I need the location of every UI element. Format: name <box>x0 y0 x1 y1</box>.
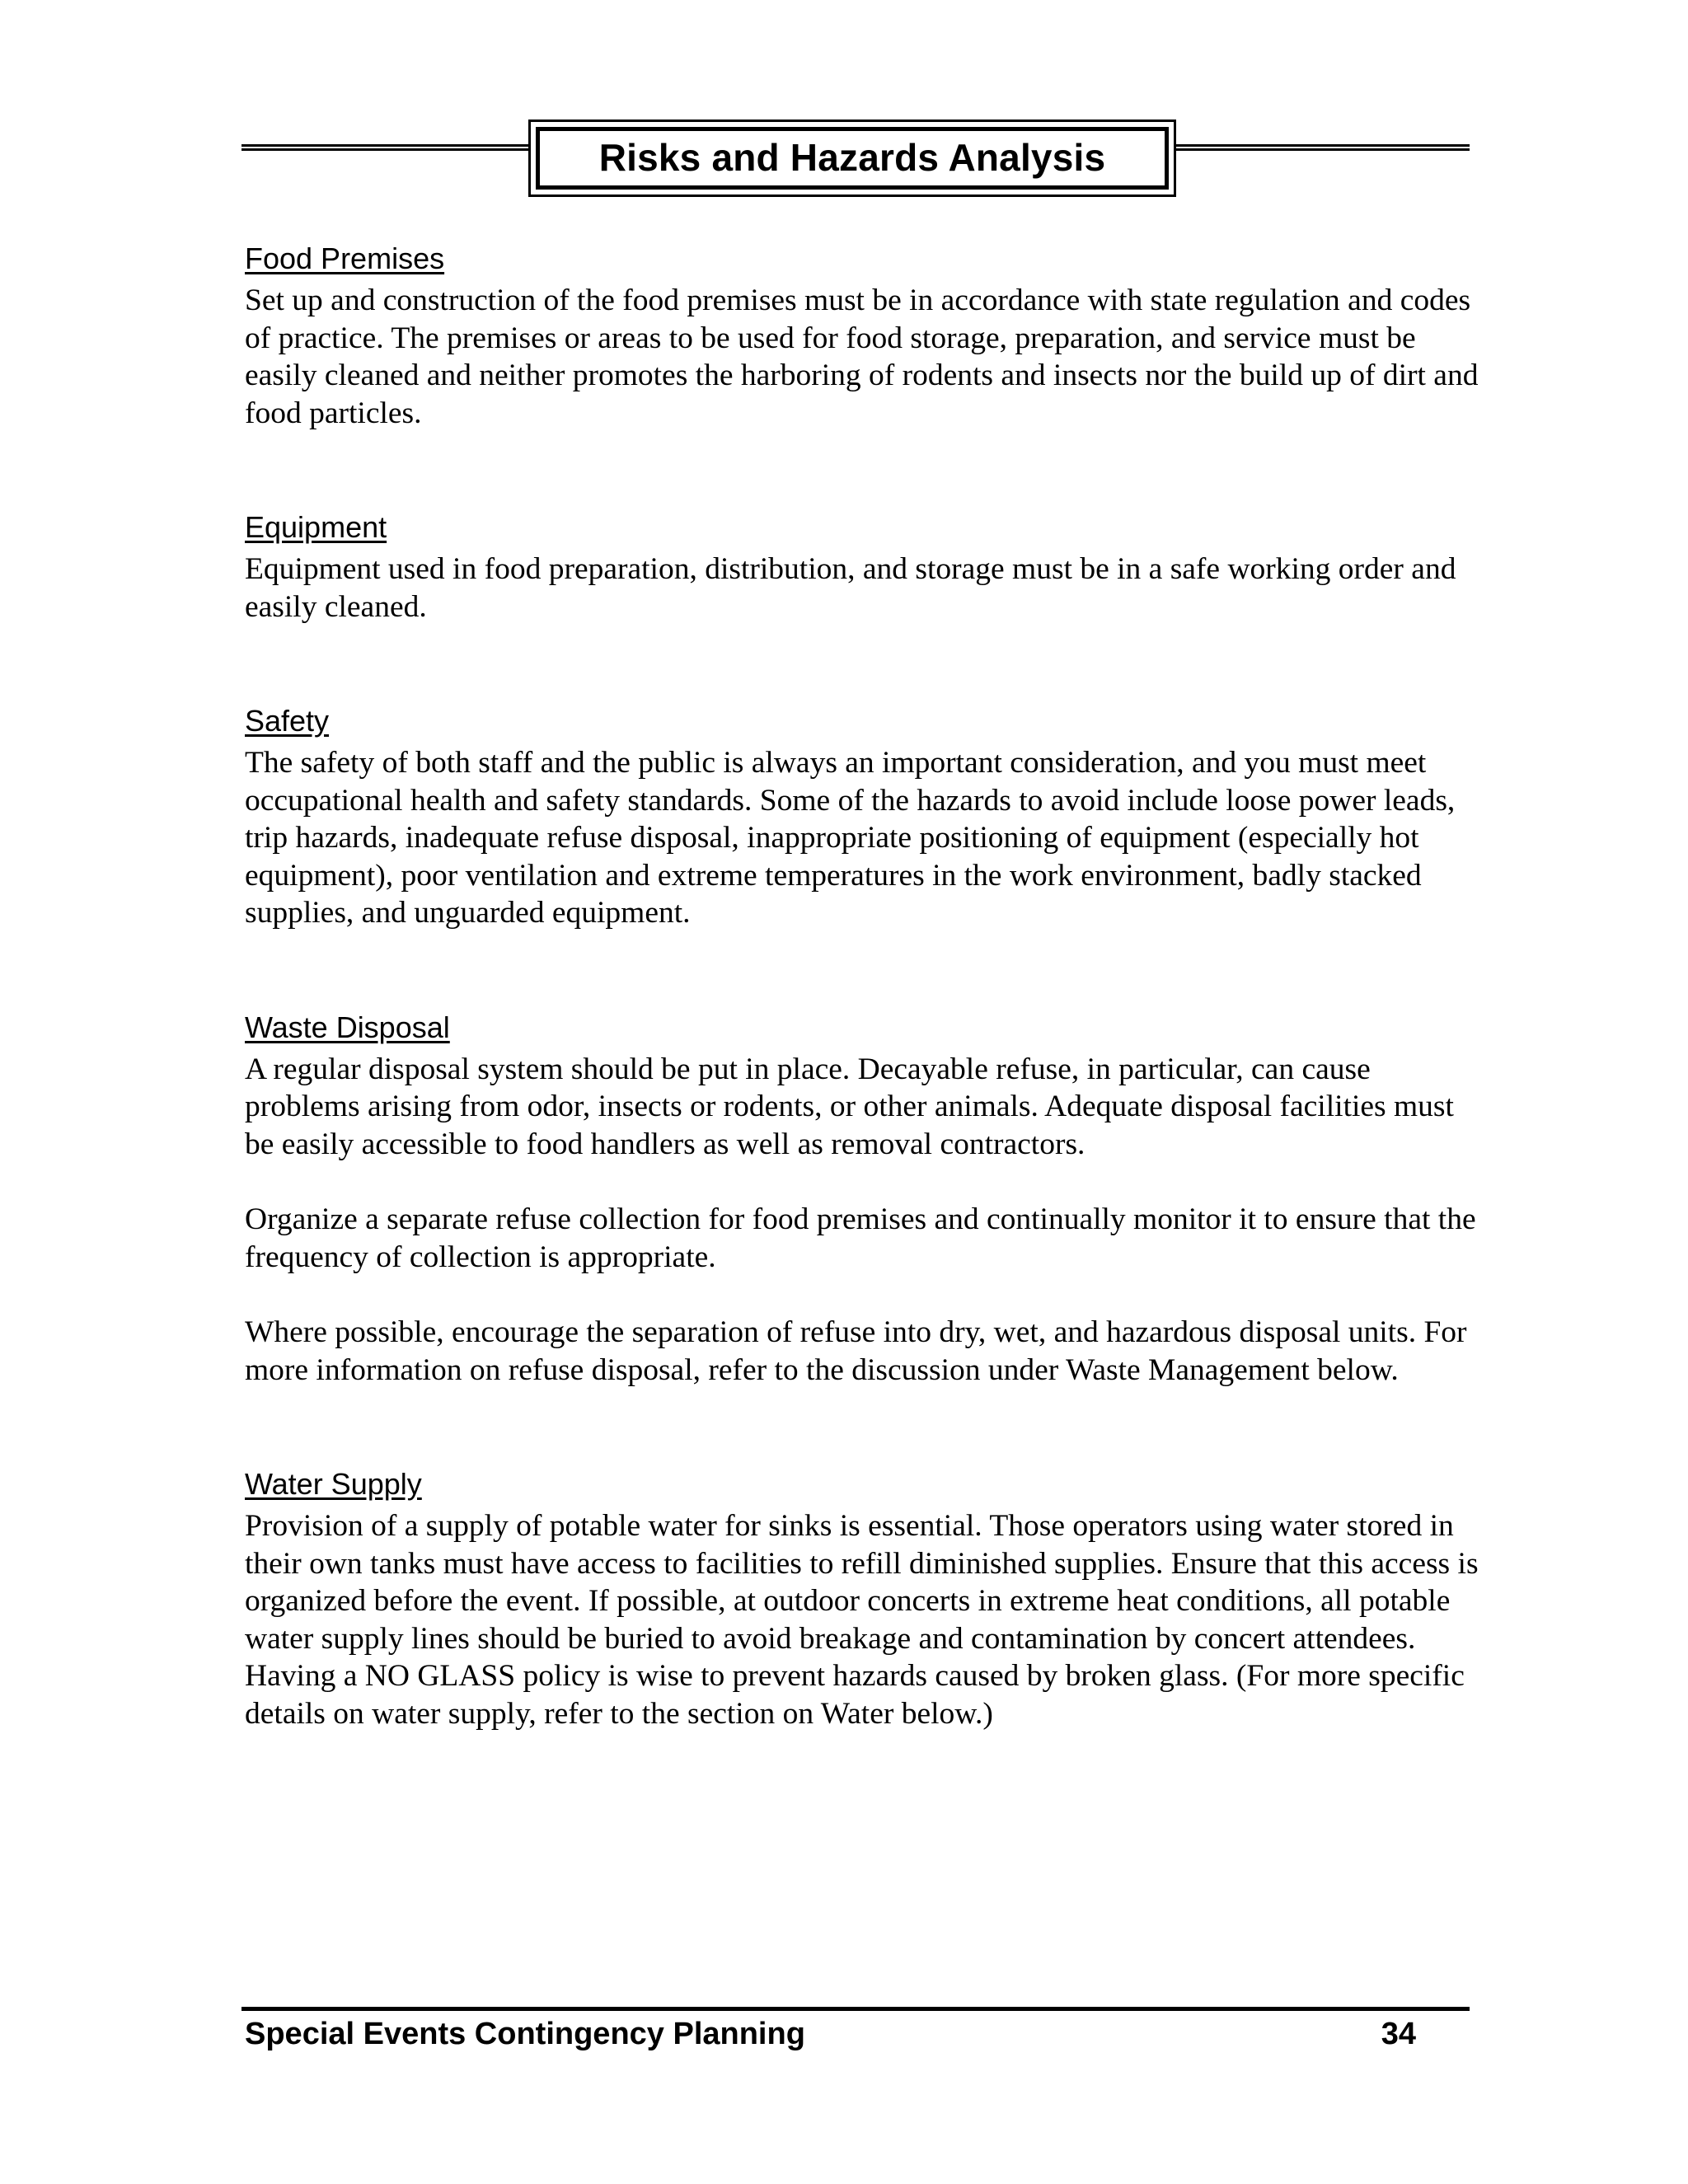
section-safety <box>245 700 1481 932</box>
title-box <box>528 120 1176 197</box>
paragraph: Set up and construction of the food premises must be in accordance with state regulation and codes of practice. The premises or areas to be used for food storage, preparation, and service must be easily cleaned and neither promotes the harboring of rodents and insects nor the build up of dirt and food particles. <box>245 284 1479 430</box>
section-waste-disposal <box>245 1006 1481 1390</box>
section-heading: Equipment <box>245 510 387 544</box>
section-heading: Waste Disposal <box>245 1010 450 1044</box>
header-rule-left <box>241 144 530 151</box>
page-number: 34 <box>1381 2017 1416 2051</box>
section-heading: Water Supply <box>245 1467 422 1501</box>
section-heading: Food Premises <box>245 241 445 275</box>
header-rule-right <box>1175 144 1470 151</box>
section-water-supply <box>245 1463 1481 1732</box>
footer-rule <box>241 2007 1470 2011</box>
title-box-inner <box>536 127 1169 190</box>
page-title: Risks and Hazards Analysis <box>598 136 1106 179</box>
paragraph: The safety of both staff and the public is always an important consideration, and you must meet occupational health and safety standards. Some of the hazards to avoid include loose power leads, trip hazards, inadequate refuse disposal, inappropriate positioning of equipment (especially hot equipment), poor ventilation and extreme temperatures in the work environment, badly stacked supplies, and unguarded equipment. <box>245 746 1456 930</box>
document-body <box>245 237 1481 1732</box>
paragraph: Provision of a supply of potable water for sinks is essential. Those operators using water stored in their own tanks must have access to facilities to refill diminished supplies. Ensure that this access is organized before the event. If possible, at outdoor concerts in extreme heat conditions, all potable water supply lines should be buried to avoid breakage and contamination by concert attendees. Having a NO GLASS policy is wise to prevent hazards caused by broken glass. (For more specific details on water supply, refer to the section on Water below.) <box>245 1509 1479 1731</box>
section-food-premises <box>245 237 1481 432</box>
paragraph: Organize a separate refuse collection for food premises and continually monitor it to ensure that the frequency of collection is appropriate. <box>245 1202 1476 1274</box>
section-equipment <box>245 506 1481 626</box>
paragraph: Equipment used in food preparation, distribution, and storage must be in a safe working order and easily cleaned. <box>245 552 1456 624</box>
paragraph: Where possible, encourage the separation of refuse into dry, wet, and hazardous disposal units. For more information on refuse disposal, refer to the discussion under Waste Management below. <box>245 1315 1467 1387</box>
section-heading: Safety <box>245 704 330 738</box>
footer-title: Special Events Contingency Planning <box>245 2017 805 2051</box>
paragraph: A regular disposal system should be put in place. Decayable refuse, in particular, can cause problems arising from odor, insects or rodents, or other animals. Adequate disposal facilities must be easily accessible to food handlers as well as removal contractors. <box>245 1052 1454 1161</box>
